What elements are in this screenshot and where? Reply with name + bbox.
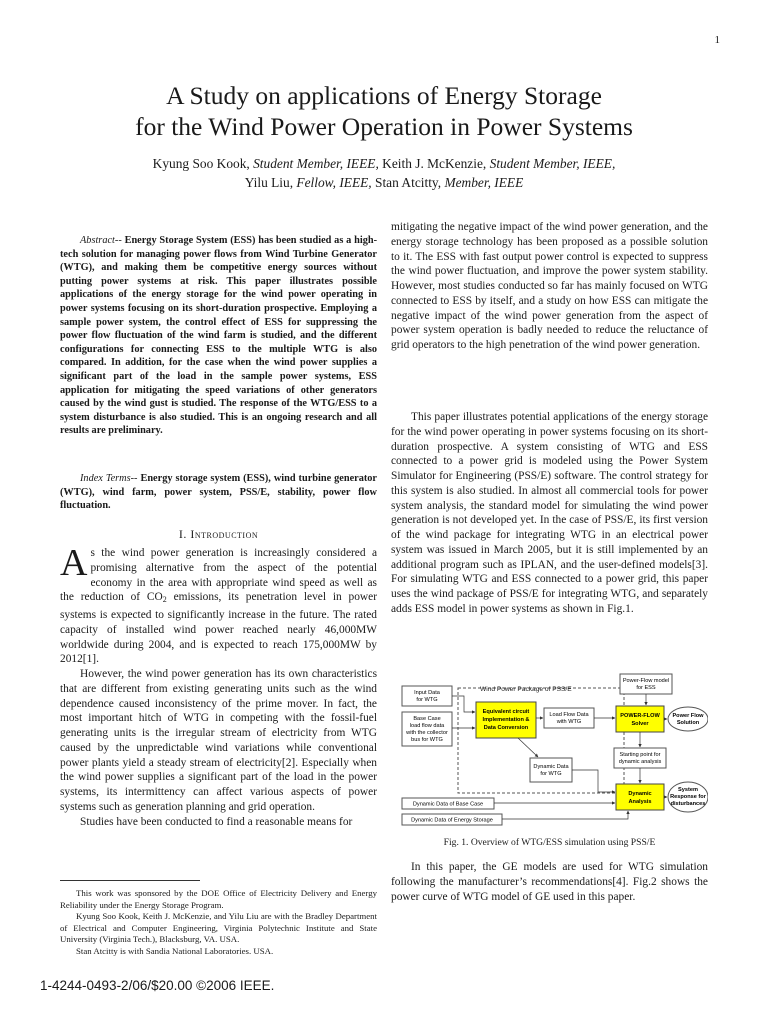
abstract	[60, 234, 377, 438]
author-role: Member, IEEE	[444, 175, 524, 190]
footnote-divider	[60, 880, 200, 881]
base-case-label: bus for WTG	[411, 737, 443, 743]
equivalent-circuit-label: Data Conversion	[483, 725, 529, 731]
title-line-2: for the Wind Power Operation in Power Systems	[135, 112, 633, 141]
page-number: 1	[714, 34, 720, 46]
right-paragraph-2: This paper illustrates potential applications of the energy storage for the wind power operating in power systems focusing on its short-duration prospective. A system consisting of WTG and ESS connected to a power grid is modeled using the Power System Simulator for Engineering (PSS/E) software. The control strategy for this system is also studied. In almost all commercial tools for power system analysis, the standard model for simulating the wind power generation is not developed yet. In the case of PSS/E, its first version of the wind package for integrating WTG in an electrical power system was issued in March 2005, but it is still implemented by an additional program such as IPLAN, and the user-defined models[3]. For simulating WTG and ESS connected to a power grid, this paper uses the wind package of PSS/E for integrating WTG, and separately adds ESS model in power systems as shown in Fig.1.	[391, 411, 708, 615]
dyn-ess-label: Dynamic Data of Energy Storage	[411, 817, 493, 824]
authors-line-2	[40, 173, 728, 192]
pf-solution-label: Solution	[676, 720, 700, 726]
pf-model-label: Power-Flow model	[622, 678, 670, 684]
intro-paragraph-3: Studies have been conducted to find a reasonable means for	[80, 815, 353, 828]
load-flow-label: Load Flow Data	[549, 712, 589, 718]
abstract-text: Energy Storage System (ESS) has been studied as a high-tech solution for managing power flows from Wind Turbine Generator (WTG), and making them be competitive energy sources without putting power systems at risk. This paper illustrates possible applications of the energy storage for the wind power operating in power systems focusing on its short-duration prospective. Employing a sample power system, the control effect of ESS for suppressing the power flow fluctuation of the wind farm is studied, and the different configurations for connecting ESS to the multiple WTG is also compared. In addition, for the case when the wind power supplies a significant part of the load in the sample power systems, ESS application for mitigating the speed variations of other generators caused by the wind gust is studied. The response of the WTG/ESS to a system disturbance is also studied. This is an ongoing research and all results are preliminary.	[60, 235, 377, 437]
authors-line-1	[40, 154, 728, 173]
dynamic-analysis-label: Dynamic	[628, 791, 652, 797]
load-flow-label: with WTG	[556, 719, 582, 725]
system-response-label: System	[678, 787, 698, 793]
starting-point-label: dynamic analysis	[618, 759, 662, 765]
footnote-sponsor: This work was sponsored by the DOE Office of Electricity Delivery and Energy Reliability under the Energy Storage Program.	[60, 888, 377, 910]
intro-paragraph-2: However, the wind power generation has its own characteristics that are different from existing generating units such as the wind dependence caused inconsistency of the prime mover. In fact, the most important hitch of WTG in competing with the fossil-fuel generating units is the irregular stream of electricity from WTG caused by the unpredictable wind variations while conventional power plants yield a steady stream of electricity[2]. Especially when the wind power supplies a significant part of the load in the power systems, its intermittency can affect various aspects of power systems such as generation planning and grid operation.	[60, 668, 377, 813]
base-case-label: load flow data	[409, 723, 445, 729]
starting-point-label: Starting point for	[619, 752, 661, 758]
base-case-label: Base Case	[413, 716, 441, 722]
abstract-label: Abstract--	[80, 235, 122, 246]
system-response-label: Response for	[670, 794, 706, 800]
figure-1-diagram	[398, 672, 708, 842]
copyright-notice: 1-4244-0493-2/06/$20.00 ©2006 IEEE.	[40, 978, 275, 993]
starting-point-box	[614, 748, 666, 768]
pf-solver-label: Solver	[631, 721, 649, 727]
index-terms-text: Energy storage system (ESS), wind turbine generator (WTG), wind farm, power system, PSS/E, stability, power flow fluctuation.	[60, 473, 378, 512]
title-line-1: A Study on applications of Energy Storage	[166, 81, 602, 110]
system-response-label: disturbances	[670, 801, 706, 807]
dynamic-analysis-box	[616, 784, 664, 810]
dynamic-data-wtg-box	[530, 758, 572, 782]
author-role: Student Member, IEEE,	[489, 156, 616, 171]
footnote-sandia: Stan Atcitty is with Sandia National Laboratories. USA.	[76, 945, 274, 956]
dynamic-data-wtg-label: for WTG	[540, 771, 562, 777]
section-heading	[60, 527, 377, 542]
dynamic-analysis-label: Analysis	[628, 799, 652, 805]
input-data-label: Input Data	[414, 690, 440, 696]
pf-solver-label: POWER-FLOW	[620, 713, 660, 719]
author-role: Student Member, IEEE,	[253, 156, 379, 171]
section-title: Introduction	[190, 527, 259, 541]
author-name: Stan Atcitty,	[371, 175, 445, 190]
intro-paragraph-1: As the wind power generation is increasingly considered a promising alternative from the aspect of the potential economy in the area with appropriate wind speed as well as the reduction of $CO_2$ emissions, its penetration level in power systems is expected to significantly increase in the future. The rated capacity of installed wind power reached nearly 46,000MW worldwide during 2004, and is expected to reach 175,000MW by 2012[1].	[60, 542, 377, 666]
pf-solution-label: Power Flow	[672, 713, 704, 719]
input-data-label: for WTG	[416, 697, 438, 703]
index-terms	[60, 472, 377, 513]
author-name: Kyung Soo Kook,	[152, 156, 254, 171]
package-label: Wind Power Package of PSS/E	[480, 686, 572, 693]
pf-solution-ellipse	[668, 707, 708, 731]
pf-model-box	[620, 674, 672, 694]
left-column-body	[60, 542, 377, 829]
right-paragraph-3: In this paper, the GE models are used for WTG simulation following the manufacturer’s recommendations[4]. Fig.2 shows the power curve of WTG model of GE used in this paper.	[391, 861, 708, 903]
footnotes	[60, 888, 377, 958]
base-case-label: with the collector	[406, 730, 448, 736]
author-name: Keith J. McKenzie,	[378, 156, 490, 171]
drop-cap: A	[60, 542, 88, 584]
paper-title	[40, 80, 728, 142]
author-role: Fellow, IEEE,	[296, 175, 372, 190]
author-list	[40, 154, 728, 192]
figure-1-caption: Fig. 1. Overview of WTG/ESS simulation using PSS/E	[443, 837, 656, 848]
right-paragraph-1: mitigating the negative impact of the wind power generation, and the energy storage technology has been proposed as a possible solution to it. The ESS with fast output power control is expected to suppress the wind power fluctuation, and improve the power system stability. However, most studies conducted so far has mainly focused on WTG connected to ESS by itself, and a study on how ESS can mitigate the negative impact of the wind power generation from the aspect of power system operation is badly needed to reduce the reluctance of grid operators to the high penetration of the wind power generation.	[391, 221, 708, 351]
author-name: Yilu Liu,	[244, 175, 297, 190]
dynamic-data-wtg-label: Dynamic Data	[533, 764, 569, 770]
index-terms-label: Index Terms--	[80, 473, 138, 484]
equivalent-circuit-label: Implementation &	[482, 717, 530, 723]
pf-model-label: for ESS	[636, 685, 656, 691]
load-flow-box	[544, 708, 594, 728]
input-data-box	[402, 686, 452, 706]
section-number: I.	[178, 527, 191, 541]
footnote-affiliation: Kyung Soo Kook, Keith J. McKenzie, and Yilu Liu are with the Bradley Department of Electrical and Computer Engineering, Virginia Polytechnic Institute and State University (Virginia Tech.), Blacksburg, VA. USA.	[60, 911, 377, 945]
pf-solver-box	[616, 706, 664, 732]
equivalent-circuit-label: Equivalent circuit	[482, 709, 530, 715]
dyn-base-label: Dynamic Data of Base Case	[412, 801, 484, 808]
